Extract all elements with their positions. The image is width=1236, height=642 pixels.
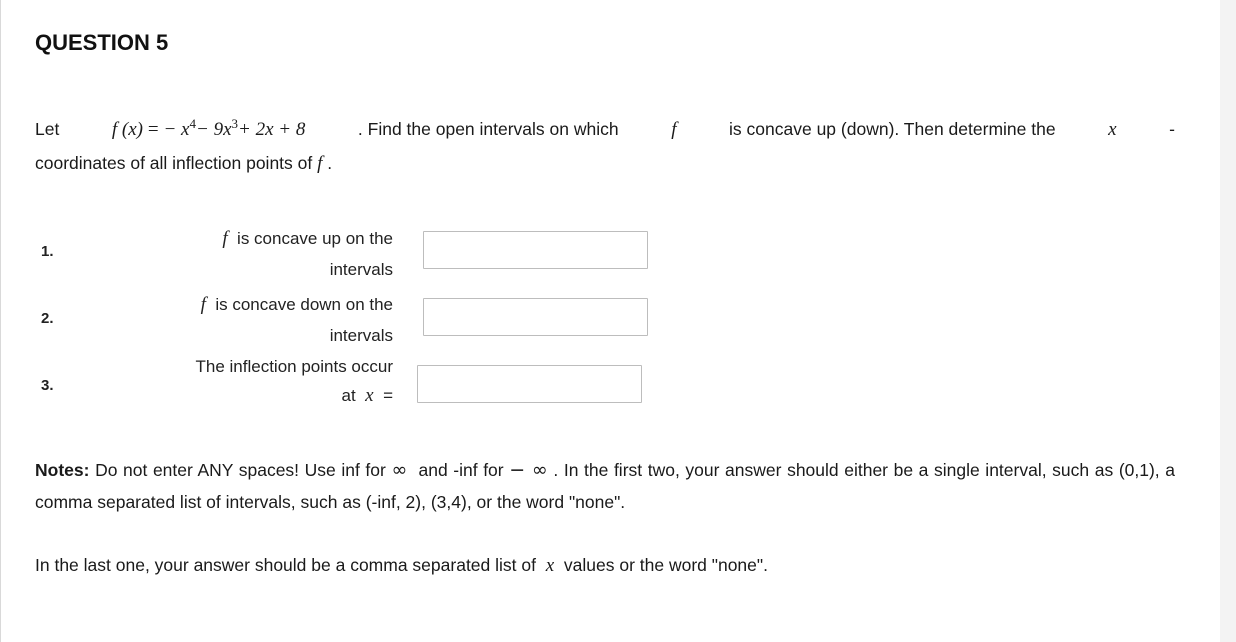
problem-line-2-text: coordinates of all inflection points of (35, 153, 313, 173)
term-1-exponent: 4 (189, 116, 196, 131)
term-2-exponent: 3 (231, 116, 239, 131)
x-symbol: x (365, 385, 374, 406)
item-label-1-line-1: f is concave up on the (222, 228, 393, 249)
term-1: − x (163, 118, 190, 140)
term-3: + 2x + 8 (238, 118, 306, 140)
equals-sign: = (147, 118, 159, 140)
negative-infinity-symbol: − ∞ (509, 459, 548, 481)
notes-label: Notes: (35, 460, 90, 480)
hyphen: - (1169, 118, 1175, 139)
problem-statement-line-1 (35, 116, 1175, 141)
problem-text-middle: is concave up (down). Then determine the (729, 118, 1056, 139)
f-symbol: f (671, 118, 677, 140)
item-label-2 (133, 289, 393, 351)
infinity-symbol: ∞ (391, 459, 408, 481)
last-note-paragraph: In the last one, your answer should be a comma separated list of x values or the word "none". (35, 555, 768, 576)
function-expression (112, 116, 305, 141)
item-label-3-line-1: The inflection points occur (195, 357, 393, 376)
period: . (327, 153, 333, 173)
item-label-3-line-2: at x = (341, 385, 393, 406)
x-symbol: x (1108, 118, 1117, 140)
item-label-3 (133, 352, 393, 410)
function-name: f (x) (111, 118, 144, 140)
page-left-border (0, 0, 1, 642)
inflection-points-answer-input[interactable] (417, 365, 642, 403)
concave-down-answer-input[interactable] (423, 298, 648, 336)
item-label-1 (133, 223, 393, 285)
let-label: Let (35, 118, 60, 139)
problem-text-after-expression: . Find the open intervals on which (357, 118, 619, 139)
item-number-2: 2. (41, 310, 54, 327)
f-symbol: f (200, 294, 206, 315)
f-symbol: f (222, 228, 228, 249)
question-title: QUESTION 5 (35, 30, 169, 55)
item-label-1-line-2: intervals (329, 260, 393, 279)
item-number-1: 1. (41, 243, 54, 260)
term-2: − 9x (196, 118, 232, 140)
item-label-2-line-2: intervals (329, 326, 393, 345)
scroll-gutter[interactable] (1220, 0, 1236, 642)
f-symbol: f (317, 153, 323, 174)
x-symbol: x (545, 555, 555, 576)
item-number-3: 3. (41, 377, 54, 394)
concave-up-answer-input[interactable] (423, 231, 648, 269)
notes-paragraph: Notes: Do not enter ANY spaces! Use inf for ∞ and -inf for − ∞ . In the first two, your answer should either be a single interval, such as (0,1), a comma separated list of intervals, such as (-inf, 2), (3,4), or the word "none". (35, 459, 1175, 512)
problem-statement-line-2 (35, 153, 332, 175)
item-label-2-line-1: f is concave down on the (200, 294, 393, 315)
